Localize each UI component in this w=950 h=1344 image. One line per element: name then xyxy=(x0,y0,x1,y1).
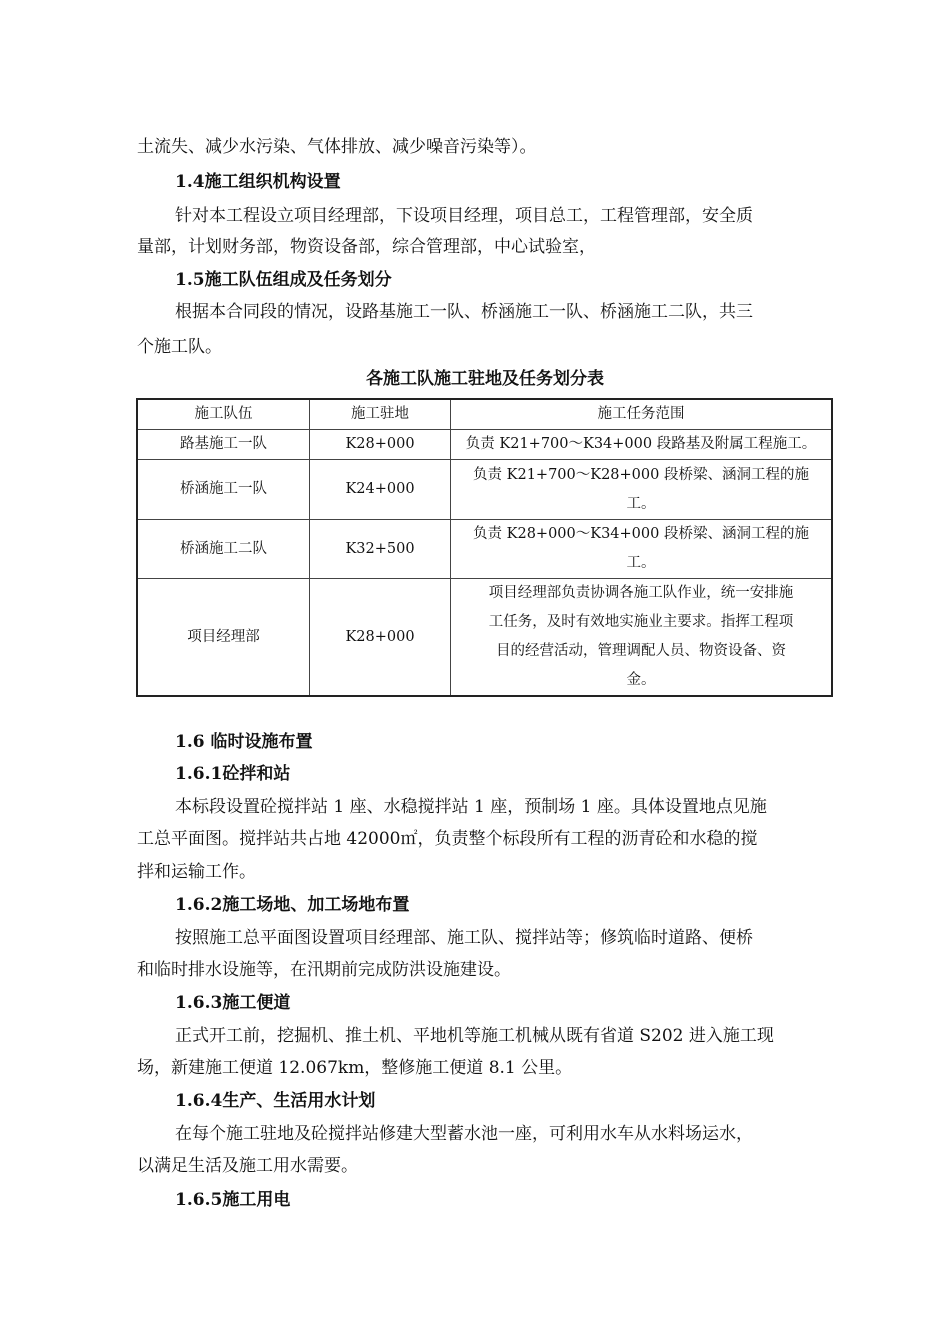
paragraph-line: 和临时排水设施等，在汛期前完成防洪设施建设。 xyxy=(137,960,511,980)
section-heading-1-5: 1.5施工队伍组成及任务划分 xyxy=(175,270,392,290)
paragraph-line: 正式开工前，挖掘机、推土机、平地机等施工机械从既有省道 S202 进入施工现 xyxy=(175,1026,774,1046)
section-heading-1-6-3: 1.6.3施工便道 xyxy=(175,993,291,1013)
paragraph-line: 按照施工总平面图设置项目经理部、施工队、搅拌站等；修筑临时道路、便桥 xyxy=(175,928,753,948)
cell-site: K24+000 xyxy=(310,460,451,520)
paragraph-line: 以满足生活及施工用水需要。 xyxy=(137,1156,358,1176)
cell-team: 路基施工一队 xyxy=(137,430,310,460)
task-assignment-table xyxy=(136,398,833,697)
section-heading-1-6-1: 1.6.1砼拌和站 xyxy=(175,764,291,784)
cell-scope: 负责 K21+700～K34+000 段路基及附属工程施工。 xyxy=(451,430,833,460)
cell-team: 桥涵施工二队 xyxy=(137,520,310,579)
table-title: 各施工队施工驻地及任务划分表 xyxy=(366,369,604,389)
paragraph-line: 本标段设置砼搅拌站 1 座、水稳搅拌站 1 座，预制场 1 座。具体设置地点见施 xyxy=(175,797,767,817)
table-row xyxy=(137,460,832,520)
paragraph-line: 在每个施工驻地及砼搅拌站修建大型蓄水池一座，可利用水车从水料场运水， xyxy=(175,1124,753,1144)
paragraph-line: 拌和运输工作。 xyxy=(137,862,256,882)
column-header-site: 施工驻地 xyxy=(310,399,451,430)
table-header-row xyxy=(137,399,832,430)
section-heading-1-6-5: 1.6.5施工用电 xyxy=(175,1190,291,1210)
cell-scope-line: 目的经营活动，管理调配人员、物资设备、资 xyxy=(496,643,786,659)
table-row xyxy=(137,520,832,579)
paragraph-line: 量部，计划财务部，物资设备部，综合管理部，中心试验室， xyxy=(137,237,596,257)
cell-scope-line: 负责 K28+000～K34+000 段桥梁、涵洞工程的施 xyxy=(473,526,809,542)
paragraph-line: 工总平面图。搅拌站共占地 42000㎡，负责整个标段所有工程的沥青砼和水稳的搅 xyxy=(137,829,758,849)
section-heading-1-4: 1.4施工组织机构设置 xyxy=(175,172,341,192)
cell-site: K28+000 xyxy=(310,579,451,697)
table-row xyxy=(137,579,832,697)
cell-scope-line: 工。 xyxy=(626,495,656,512)
paragraph-line: 个施工队。 xyxy=(137,337,222,357)
paragraph-line: 根据本合同段的情况，设路基施工一队、桥涵施工一队、桥涵施工二队，共三 xyxy=(175,302,753,322)
cell-scope-line: 项目经理部负责协调各施工队作业，统一安排施 xyxy=(488,585,794,601)
cell-site: K28+000 xyxy=(310,430,451,460)
section-heading-1-6-2: 1.6.2施工场地、加工场地布置 xyxy=(175,895,410,915)
section-heading-1-6-4: 1.6.4生产、生活用水计划 xyxy=(175,1091,376,1111)
cell-team: 项目经理部 xyxy=(137,579,310,697)
column-header-scope: 施工任务范围 xyxy=(451,399,833,430)
column-header-team: 施工队伍 xyxy=(137,399,310,430)
table-row xyxy=(137,430,832,460)
cell-scope-line: 负责 K21+700～K28+000 段桥梁、涵洞工程的施 xyxy=(473,466,809,483)
cell-scope xyxy=(451,520,833,579)
paragraph-line: 场，新建施工便道 12.067km，整修施工便道 8.1 公里。 xyxy=(137,1058,573,1078)
cell-scope xyxy=(451,460,833,520)
cell-site: K32+500 xyxy=(310,520,451,579)
cell-scope-line: 工任务，及时有效地实施业主要求。指挥工程项 xyxy=(488,614,794,630)
cell-scope xyxy=(451,579,833,697)
cell-team: 桥涵施工一队 xyxy=(137,460,310,520)
paragraph-line: 土流失、减少水污染、气体排放、减少噪音污染等）。 xyxy=(137,137,537,157)
section-heading-1-6: 1.6 临时设施布置 xyxy=(175,732,313,752)
cell-scope-line: 金。 xyxy=(626,672,656,688)
cell-scope-line: 工。 xyxy=(626,555,656,571)
paragraph-line: 针对本工程设立项目经理部，下设项目经理，项目总工，工程管理部，安全质 xyxy=(175,206,753,226)
